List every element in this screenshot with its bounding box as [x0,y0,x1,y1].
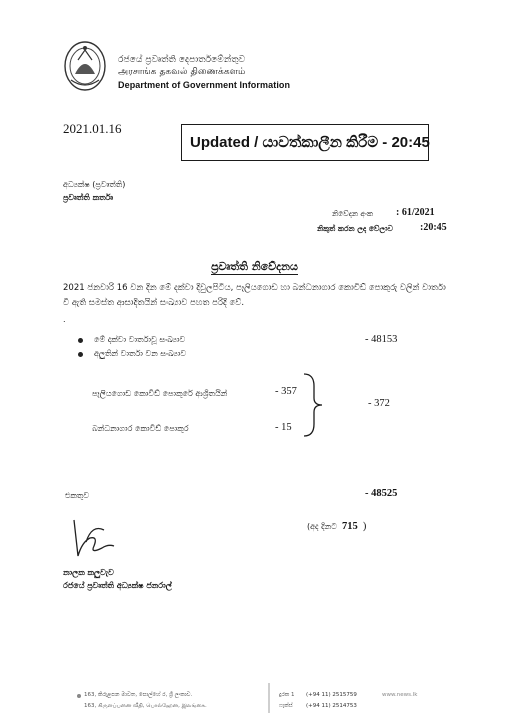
addressee-line-2: ප්‍රවෘත්ති කර්තෘ [63,193,114,202]
bullet-icon [78,338,83,343]
document-date: 2021.01.16 [63,121,122,136]
dept-name-english: Department of Government Information [118,80,291,90]
footer-phone: (+94 11) 2515759 [306,692,357,698]
dept-name-tamil: அரசாங்க தகவல் திணைக்களம் [118,67,246,77]
dept-name-sinhala: රජයේ ප්‍රවෘත්ති දෙපාර්තමේන්තුව [118,55,246,65]
right-brace-icon [302,372,324,442]
prison-cluster-label: බන්ධනාගාර කොවිඩ් පොකුර [92,424,189,433]
press-release-title-text: ප්‍රවෘත්ති නිවේදනය [211,260,298,273]
bullet-icon [78,352,83,357]
footer-website: www.news.lk [382,692,418,698]
footer-divider [268,683,270,713]
today-value: 715 [342,521,358,532]
row-total-so-far-value: - 48153 [365,334,398,345]
press-release-title [0,260,509,274]
prison-cluster-value: - 15 [275,422,292,433]
release-no-value: : 61/2021 [396,207,435,218]
grand-total-value: - 48525 [365,488,398,499]
new-cases-total-value: - 372 [368,398,390,409]
updated-box [181,124,429,161]
peliyagoda-cluster-value: - 357 [275,386,297,397]
peliyagoda-cluster-label: පෑලියගොඩ කොවිඩ් පොකුරේ ආශ්‍රිතයින් [92,389,228,398]
row-total-so-far-label: මේ දක්වා වාර්තාවූ සංඛ්‍යාව [94,335,186,344]
footer-phone-label: දුරක 1 [279,692,295,698]
sri-lanka-emblem-icon [63,40,107,92]
addressee-line-1: අධ්‍යක්ෂ (ප්‍රවෘත්ති) [63,180,126,189]
intro-paragraph: 2021 ජනවාරි 16 වන දින මේ දක්වා දිවුලපිටිය, පෑලියගොඩ හා බන්ධනාගාර කොවිඩ් පොකුරු වලින් වාර්තා වී ඇති සමස්ත ආසාදිතයින් සංඛ්‍යාව පහත පරිදි වේ. [63,283,446,308]
footer-address-sinhala: 163, කිරුළපන මාවත, පොල්හේ ර, ශ්‍රී ලංකාව. [84,692,193,698]
issued-time-value: :20:45 [420,222,447,233]
release-no-label: නිවේදන අංක [332,209,374,218]
issued-time-label: නිකුත් කරන ලද වේලාව [317,224,393,233]
today-prefix: (අද දිනට [307,522,337,531]
stray-dot: . [63,315,66,324]
footer-fax: (+94 11) 2514753 [306,703,357,709]
updated-label: Updated / යාවත්කාලීන කිරීම - 20:45 [190,134,430,151]
footer-address-tamil: 163, கிருளப்பனை வீதி, பொல்ஹேன, இலங்கை. [84,703,207,709]
footer-location-icon [77,694,81,698]
footer-fax-label: ෆැක්ස් [279,703,293,709]
grand-total-label: එකතුව [65,491,90,500]
row-new-cases-label: අලුතින් වාර්තා වන සංඛ්‍යාව [94,349,187,358]
signature-icon [68,512,128,566]
signatory-title: රජයේ ප්‍රවෘත්ති අධ්‍යක්ෂ ජනරාල් [63,581,172,590]
today-count [307,514,366,533]
signatory-name: නාලක කලුවැව [63,568,114,577]
today-suffix: ) [362,521,367,532]
